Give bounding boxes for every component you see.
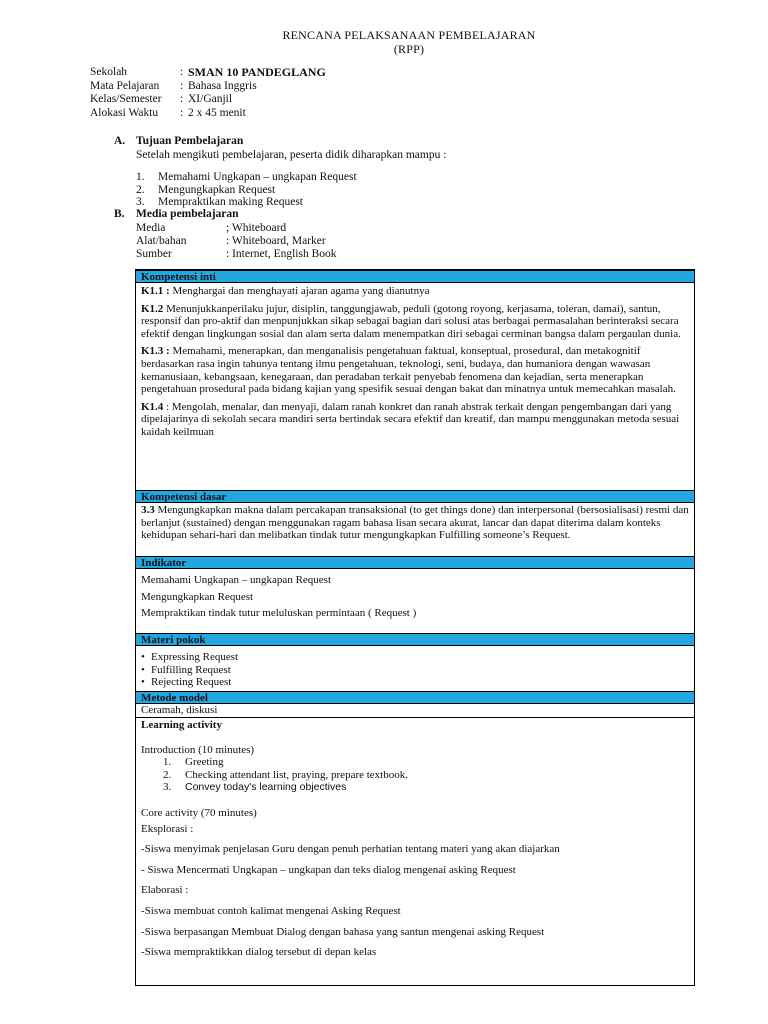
- meta-key: Alokasi Waktu: [90, 106, 159, 119]
- media-row: Alat/bahan : Whiteboard, Marker: [136, 235, 326, 247]
- list-item: 3. Mempraktikan making Request: [136, 196, 303, 208]
- meta-value: 2 x 45 menit: [188, 106, 246, 119]
- indikator-content: [141, 572, 689, 622]
- media-block: [136, 222, 337, 261]
- section-a-heading: A. Tujuan Pembelajaran: [114, 135, 244, 147]
- list-item: • Rejecting Request: [141, 676, 232, 689]
- meta-row-class: Kelas/Semester : XI/Ganjil: [90, 93, 233, 105]
- ki-header: Kompetensi inti: [136, 270, 694, 283]
- ki-item: K1.3 : Memahami, menerapkan, dan menganalisis pengetahuan faktual, konseptual, prosedural, dan metakognitif berdasarkan rasa ingin tahunya tentang ilmu pengetahuan, teknologi, seni, budaya, dan humaniora dengan wawasan kemanusiaan, kebangsaan, kenegaraan, dan peradaban terkait penyebab fenomena dan kejadian, serta menerapkan pengetahuan prosedural pada bidang kajian yang spesifik sesuai dengan bakat dan minatnya untuk memecahkan masalah.: [141, 345, 676, 396]
- ki-item: K1.2 Menunjukkanperilaku jujur, disiplin, tanggungjawab, peduli (gotong royong, kerjasama, toleran, damai), santun, responsif dan pro-aktif dan menpunjukkan sikap sebagai bagian dari solusi atas berbagai permasalahan berinteraksi secara efektif dengan lingkungan sosial dan alam serta dalam menempatkan diri sebagai cerminan bangsa dalam pergaulan dunia.: [141, 302, 681, 340]
- elaborasi-item: -Siswa berpasangan Membuat Dialog dengan bahasa yang santun mengenai asking Request: [141, 925, 545, 938]
- meta-key: Mata Pelajaran: [90, 79, 160, 92]
- media-row: Sumber : Internet, English Book: [136, 248, 337, 260]
- objectives-list: [136, 171, 357, 209]
- eksplorasi-item: - Siswa Mencermati Ungkapan – ungkapan dan teks dialog mengenai asking Request: [141, 863, 516, 876]
- section-a-intro: Setelah mengikuti pembelajaran, peserta didik diharapkan mampu :: [136, 149, 447, 161]
- ki-item: K1.4 : Mengolah, menalar, dan menyaji, dalam ranah konkret dan ranah abstrak terkait dengan pengembangan dari yang dipelajarinya di sekolah secara mandiri serta bertindak secara efektif dan kreatif, dan mampu menggunakan metoda sesuai kaidah keilmuan: [141, 400, 680, 438]
- document-subtitle: (RPP): [393, 42, 425, 56]
- ki-content: [141, 285, 689, 444]
- metode-content: Ceramah, diskusi: [141, 704, 218, 716]
- identity-block: [90, 66, 326, 120]
- metode-header: Metode model: [136, 691, 694, 704]
- meta-row-subject: Mata Pelajaran : Bahasa Inggris: [90, 79, 257, 92]
- meta-row-school: Sekolah : SMAN 10 PANDEGLANG: [90, 65, 326, 79]
- meta-key: Kelas/Semester: [90, 93, 162, 105]
- list-item: 2. Checking attendant list, praying, prepare textbook.: [163, 768, 408, 781]
- kd-header: Kompetensi dasar: [136, 490, 694, 503]
- ki-item: K1.1 : Menghargai dan menghayati ajaran agama yang dianutnya: [141, 285, 430, 297]
- indikator-header: Indikator: [136, 556, 694, 569]
- learning-activity: [141, 719, 689, 959]
- document-title: RENCANA PELAKSANAAN PEMBELAJARAN: [282, 28, 536, 42]
- learning-title: Learning activity: [141, 719, 222, 731]
- list-item: 1. Greeting: [163, 756, 224, 769]
- divider: [136, 717, 694, 718]
- media-row: Media ; Whiteboard: [136, 222, 287, 234]
- list-item: Mempraktikan tindak tutur meluluskan permintaan ( Request ): [141, 607, 417, 619]
- intro-heading: Introduction (10 minutes): [141, 743, 255, 756]
- materi-content: [141, 651, 689, 689]
- meta-key: Sekolah: [90, 66, 128, 78]
- core-heading: Core activity (70 minutes): [141, 806, 257, 819]
- elaborasi-heading: Elaborasi :: [141, 884, 189, 897]
- bullet-icon: •: [141, 651, 145, 663]
- meta-value: XI/Ganjil: [188, 93, 233, 105]
- kd-content: 3.3 Mengungkapkan makna dalam percakapan transaksional (to get things done) dan interpersonal (bersosialisasi) resmi dan berlanjut (sustained) dengan menggunakan ragam bahasa lisan secara akurat, lancar dan dapat diterima dalam konteks kehidupan sehari-hari dan melibatkan tindak tutur mengungkapkan Fulfilling someone’s Request.: [141, 504, 689, 542]
- bullet-icon: •: [141, 676, 145, 689]
- list-item: • Fulfilling Request: [141, 663, 231, 676]
- list-item: 3. Convey today's learning objectives: [163, 781, 347, 794]
- bullet-icon: •: [141, 663, 145, 676]
- section-b-heading: B. Media pembelajaran: [114, 208, 239, 220]
- meta-value: SMAN 10 PANDEGLANG: [188, 65, 326, 79]
- elaborasi-item: -Siswa membuat contoh kalimat mengenai Asking Request: [141, 904, 401, 917]
- list-item: • Expressing Request: [141, 651, 239, 663]
- elaborasi-item: -Siswa mempraktikkan dialog tersebut di depan kelas: [141, 946, 377, 959]
- list-item: Memahami Ungkapan – ungkapan Request: [141, 574, 332, 586]
- meta-value: Bahasa Inggris: [188, 79, 257, 92]
- materi-header: Materi pokok: [136, 633, 694, 646]
- list-item: 1. Memahami Ungkapan – ungkapan Request: [136, 171, 357, 183]
- list-item: 2. Mengungkapkan Request: [136, 183, 276, 196]
- eksplorasi-heading: Eksplorasi :: [141, 822, 194, 835]
- meta-row-time: Alokasi Waktu : 2 x 45 menit: [90, 106, 246, 119]
- eksplorasi-item: -Siswa menyimak penjelasan Guru dengan penuh perhatian tentang materi yang akan diajarkan: [141, 843, 560, 856]
- list-item: Mengungkapkan Request: [141, 590, 254, 603]
- intro-list: [163, 756, 689, 794]
